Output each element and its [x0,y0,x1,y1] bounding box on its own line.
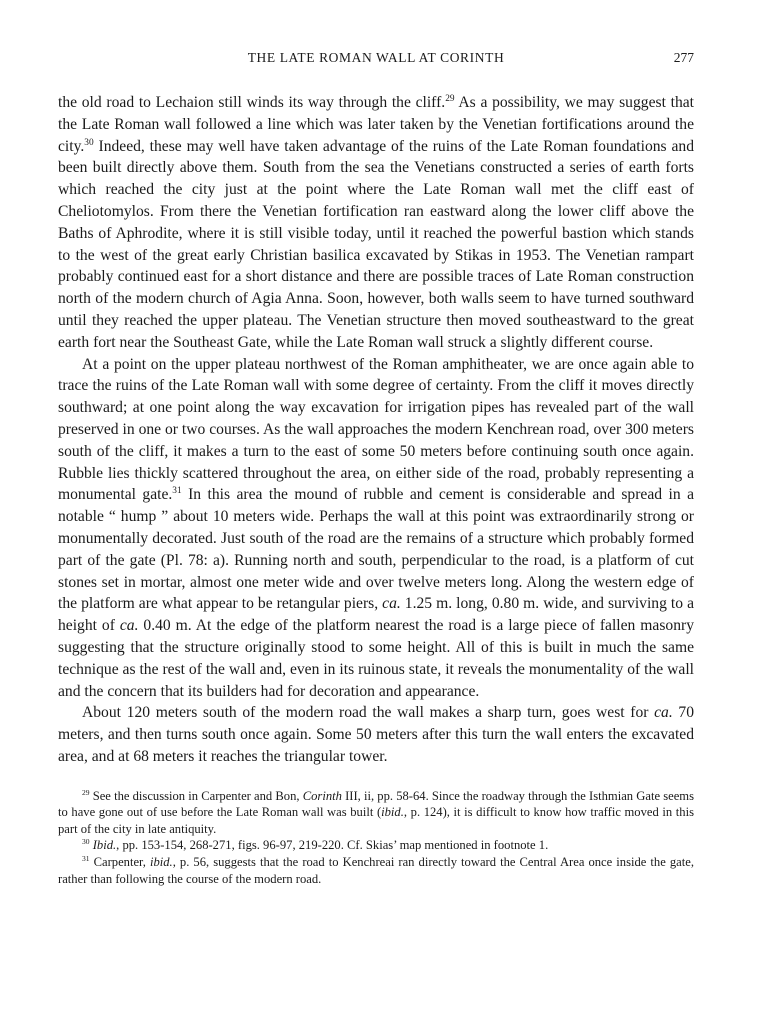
page-number: 277 [673,50,694,65]
italic-text: ca. [382,595,401,613]
paragraph [58,92,694,354]
text-run: the old road to Lechaion still winds its way through the cliff. [58,94,446,111]
text-run: , pp. 153-154, 268-271, figs. 96-97, 219-220. Cf. Skias’ map mentioned in footnote 1. [116,838,549,853]
text-run: At a point on the upper plateau northwest of the Roman amphitheater, we are once again able to trace the ruins of the Late Roman wall with some degree of certainty. From the cliff it moves directly southward; at one point along the way excavation for irrigation pipes has revealed part of the wall preserved in one or two courses. As the wall approaches the modern Kenchrean road, over 300 meters south of the cliff, it makes a turn to the east of some 50 meters before continuing south once again. Rubble lies thickly scattered throughout the area, on either side of the road, probably representing a monumental gate. [58,355,694,504]
text-run: III, ii, pp. 58-64. Since the roadway through the Isthmian Gate seems to have gone out of use before the Late Roman wall was built ( [58,788,694,820]
body-text [58,92,694,768]
footnote-marker: 29 [82,787,90,797]
italic-text: ibid. [381,805,404,820]
paragraph [58,702,694,767]
text-run: , p. 56, suggests that the road to Kenchreai ran directly toward the Central Area once inside the gate, rather than following the course of the modern road. [58,855,694,886]
paragraph [58,354,694,703]
page [58,50,694,887]
italic-text: ca. [119,617,139,635]
italic-text: ca. [654,704,673,722]
footnote-marker: 31 [82,854,90,864]
italic-text: Ibid. [92,838,117,853]
footnote-marker: 30 [82,837,90,847]
text-run: 0.40 m. At the edge of the platform nearest the road is a large piece of fallen masonry suggesting that the structure originally stood to some height. All of this is built in much the same technique as the rest of the wall and, even in its ruinous state, it reveals the monumentality of the wall and the concern that its builders had for decoration and appearance. [58,617,694,700]
footnote-marker: 29 [445,93,455,104]
text-run: See the discussion in Carpenter and Bon, [89,788,303,803]
footnote [58,854,694,887]
italic-text: Corinth [302,788,342,803]
text-run: , p. 124), it is difficult to know how traffic moved in this part of the city in late antiquity. [58,805,694,836]
text-run: 70 meters, and then turns south once again. Some 50 meters after this turn the wall enters the excavated area, and at 68 meters it reaches the triangular tower. [58,704,695,765]
running-title: THE LATE ROMAN WALL AT CORINTH [247,50,505,65]
text-run: In this area the mound of rubble and cement is considerable and spread in a notable “ hump ” about 10 meters wide. Perhaps the wall at this point was extraordinarily strong or monumentally decorated. Just south of the road are the remains of a structure which probably formed part of the gate (Pl. 78: a). Running north and south, perpendicular to the road, is a platform of cut stones set in mortar, almost one meter wide and over twelve meters long. Along the western edge of the platform are what appear to be retangular piers, [58,486,694,613]
footnote [58,837,694,854]
footnotes [58,788,694,888]
footnote-marker: 31 [172,486,182,497]
running-header [58,50,694,72]
text-run: Indeed, these may well have taken advantage of the ruins of the Late Roman foundations and been built directly above them. South from the sea the Venetians constructed a series of earth forts which reached the city just at the point where the Late Roman wall met the cliff east of Cheliotomylos. From there the Venetian fortification ran eastward along the lower cliff above the Baths of Aphrodite, where it is still visible today, until it reached the powerful bastion which stands to the west of the great early Christian basilica excavated by Stikas in 1953. The Venetian rampart probably continued east for a short distance and there are possible traces of Late Roman construction north of the modern church of Agia Anna. Soon, however, both walls seem to have turned southward until they reached the upper plateau. The Venetian structure then moved southeastward to the great earth fort near the Southeast Gate, while the Late Roman wall struck a slightly different course. [58,137,694,351]
text-run: Carpenter, [89,855,150,870]
text-run: As a possibility, we may suggest that the Late Roman wall followed a line which was later taken by the Venetian fortifications around the city. [58,94,694,155]
text-run: About 120 meters south of the modern road the wall makes a sharp turn, goes west for [82,704,655,722]
italic-text: ibid. [149,855,173,870]
footnote [58,788,694,838]
footnote-marker: 30 [84,137,94,148]
text-run: 1.25 m. long, 0.80 m. wide, and surviving to a height of [58,595,694,635]
